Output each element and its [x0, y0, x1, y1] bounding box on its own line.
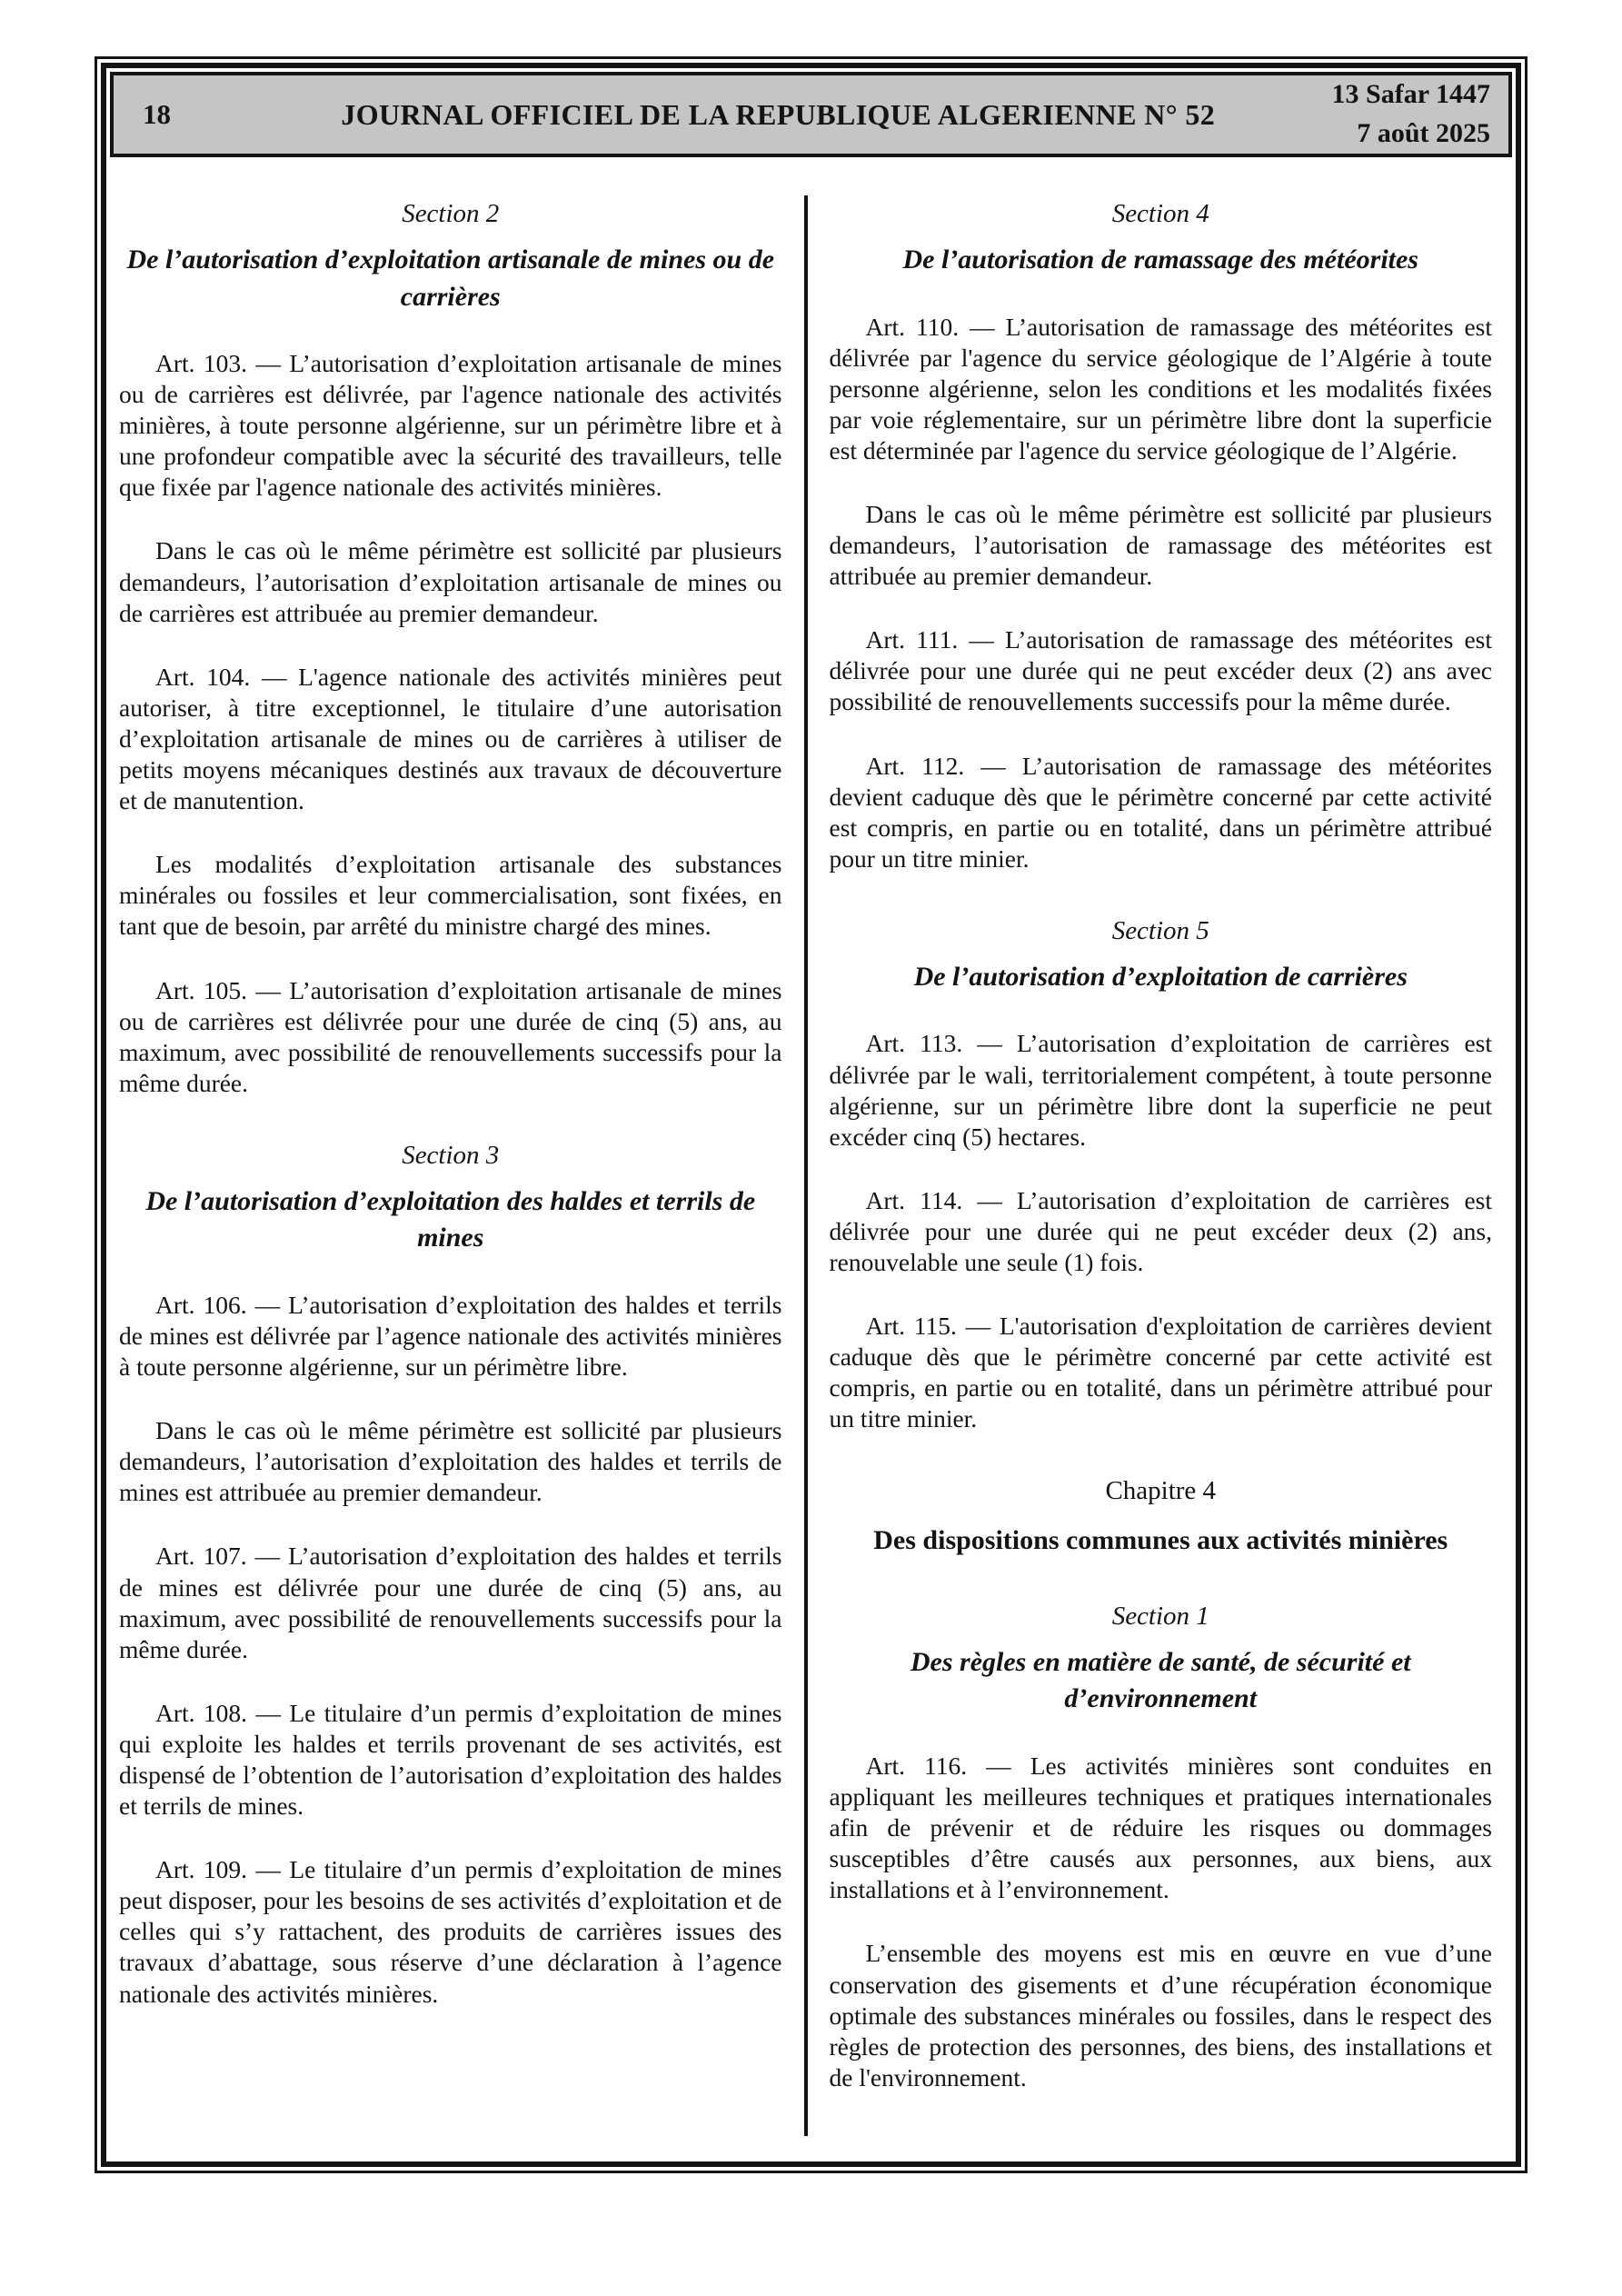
- chapter-subtitle: Des dispositions communes aux activités minières: [873, 1525, 1448, 1556]
- article-paragraph: Art. 112. — L’autorisation de ramassage des météorites devient caduque dès que le périmètre concerné par cette activité est compris, en partie ou en totalité, dans un périmètre attribué pour un titre minier.: [829, 751, 1492, 873]
- article-paragraph: Dans le cas où le même périmètre est sollicité par plusieurs demandeurs, l’autorisation de ramassage des météorites est attribuée au premier demandeur.: [829, 499, 1492, 591]
- section-heading: Section 2: [402, 199, 500, 228]
- section-subtitle: De l’autorisation de ramassage des météorites: [902, 245, 1418, 275]
- article-paragraph: Art. 114. — L’autorisation d’exploitation de carrières est délivrée pour une durée qui ne peut excéder deux (2) ans, renouvelable une seule (1) fois.: [829, 1185, 1492, 1276]
- section-subtitle: De l’autorisation d’exploitation des haldes et terrils de mines: [145, 1185, 756, 1253]
- journal-title: JOURNAL OFFICIEL DE LA REPUBLIQUE ALGERIENNE N° 52: [341, 97, 1216, 131]
- date-gregorian: 7 août 2025: [1357, 118, 1490, 148]
- article-paragraph: Art. 109. — Le titulaire d’un permis d’exploitation de mines peut disposer, pour les besoins de ses activités d’exploitation et de celles qui s’y rattachent, des produits de carrières issues des travaux d’abattage, sous réserve d’une déclaration à l’agence nationale des activités minières.: [119, 1855, 782, 2008]
- article-paragraph: Les modalités d’exploitation artisanale des substances minérales ou fossiles et leur commercialisation, sont fixées, en tant que de besoin, par arrêté du ministre chargé des mines.: [119, 850, 782, 941]
- issue-dates: [1332, 75, 1490, 153]
- article-paragraph: Art. 108. — Le titulaire d’un permis d’exploitation de mines qui exploite les haldes et terrils provenant de ses activités, est dispensé de l’obtention de l’autorisation d’exploitation des haldes et terrils de mines.: [119, 1698, 782, 1821]
- article-paragraph: Art. 103. — L’autorisation d’exploitation artisanale de mines ou de carrières est délivrée, par l'agence nationale des activités minières, à toute personne algérienne, sur un périmètre libre et à une profondeur compatible avec la sécurité des travailleurs, telle que fixée par l'agence nationale des activités minières.: [119, 349, 782, 502]
- article-paragraph: Dans le cas où le même périmètre est sollicité par plusieurs demandeurs, l’autorisation d’exploitation artisanale de mines ou de carrières est attribuée au premier demandeur.: [119, 536, 782, 627]
- article-paragraph: Art. 113. — L’autorisation d’exploitation de carrières est délivrée par le wali, territorialement compétent, à toute personne algérienne, sur un périmètre libre dont la superficie ne peut excéder cinq (5) hectares.: [829, 1029, 1492, 1151]
- section-subtitle: De l’autorisation d’exploitation de carrières: [913, 961, 1408, 992]
- article-paragraph: Art. 111. — L’autorisation de ramassage des météorites est délivrée pour une durée qui ne peut excéder deux (2) ans avec possibilité de renouvellements successifs pour la même durée.: [829, 625, 1492, 716]
- page-frame-outer: [95, 56, 1527, 2173]
- article-paragraph: Art. 105. — L’autorisation d’exploitation artisanale de mines ou de carrières est délivrée pour une durée de cinq (5) ans, au maximum, avec possibilité de renouvellements successifs pour la même durée.: [119, 975, 782, 1097]
- section-subtitle: De l’autorisation d’exploitation artisanale de mines ou de carrières: [126, 245, 775, 312]
- content-area: [110, 195, 1512, 2161]
- right-column: [808, 195, 1493, 2161]
- article-paragraph: Art. 110. — L’autorisation de ramassage des météorites est délivrée par l'agence du service géologique de l’Algérie à toute personne algérienne, selon les conditions et les modalités fixées par voie réglementaire, sur un périmètre libre dont la superficie est déterminée par l'agence du service géologique de l’Algérie.: [829, 312, 1492, 464]
- section-heading: Section 4: [1111, 199, 1209, 228]
- article-paragraph: Art. 107. — L’autorisation d’exploitation des haldes et terrils de mines est délivrée pour une durée de cinq (5) ans, au maximum, avec possibilité de renouvellements successifs pour la même durée.: [119, 1542, 782, 1663]
- section-heading: Section 3: [402, 1140, 500, 1170]
- page-header: [110, 72, 1512, 157]
- date-hijri: 13 Safar 1447: [1331, 79, 1490, 110]
- article-paragraph: Dans le cas où le même périmètre est sollicité par plusieurs demandeurs, l’autorisation d’exploitation des haldes et terrils de mines est attribuée au premier demandeur.: [119, 1416, 782, 1507]
- article-paragraph: Art. 104. — L'agence nationale des activités minières peut autoriser, à titre exceptionnel, le titulaire d’une autorisation d’exploitation artisanale de mines ou de carrières à utiliser de petits moyens mécaniques destinés aux travaux de découverture et de manutention.: [119, 662, 782, 815]
- section-heading: Section 1: [1111, 1601, 1209, 1631]
- section-heading: Section 5: [1111, 915, 1209, 945]
- article-paragraph: Art. 106. — L’autorisation d’exploitation des haldes et terrils de mines est délivrée par l’agence nationale des activités minières à toute personne algérienne, sur un périmètre libre.: [119, 1290, 782, 1382]
- page-number: 18: [143, 98, 171, 130]
- chapter-heading: Chapitre 4: [1105, 1476, 1217, 1506]
- page-frame-inner: [101, 63, 1521, 2167]
- article-paragraph: Art. 116. — Les activités minières sont conduites en appliquant les meilleures techniques et pratiques internationales afin de prévenir et de réduire les risques ou dommages susceptibles d’être causés aux personnes, aux biens, aux installations et à l’environnement.: [829, 1751, 1492, 1904]
- article-paragraph: L’ensemble des moyens est mis en œuvre en vue d’une conservation des gisements et d’une récupération économique optimale des substances minérales ou fossiles, dans le respect des règles de protection des personnes, des biens, des installations et de l'environnement.: [829, 1939, 1492, 2091]
- left-column: [119, 195, 804, 2161]
- section-subtitle: Des règles en matière de santé, de sécurité et d’environnement: [910, 1646, 1411, 1714]
- article-paragraph: Art. 115. — L'autorisation d'exploitation de carrières devient caduque dès que le périmètre concerné par cette activité est compris, en partie ou en totalité, dans un périmètre attribué pour un titre minier.: [829, 1312, 1492, 1433]
